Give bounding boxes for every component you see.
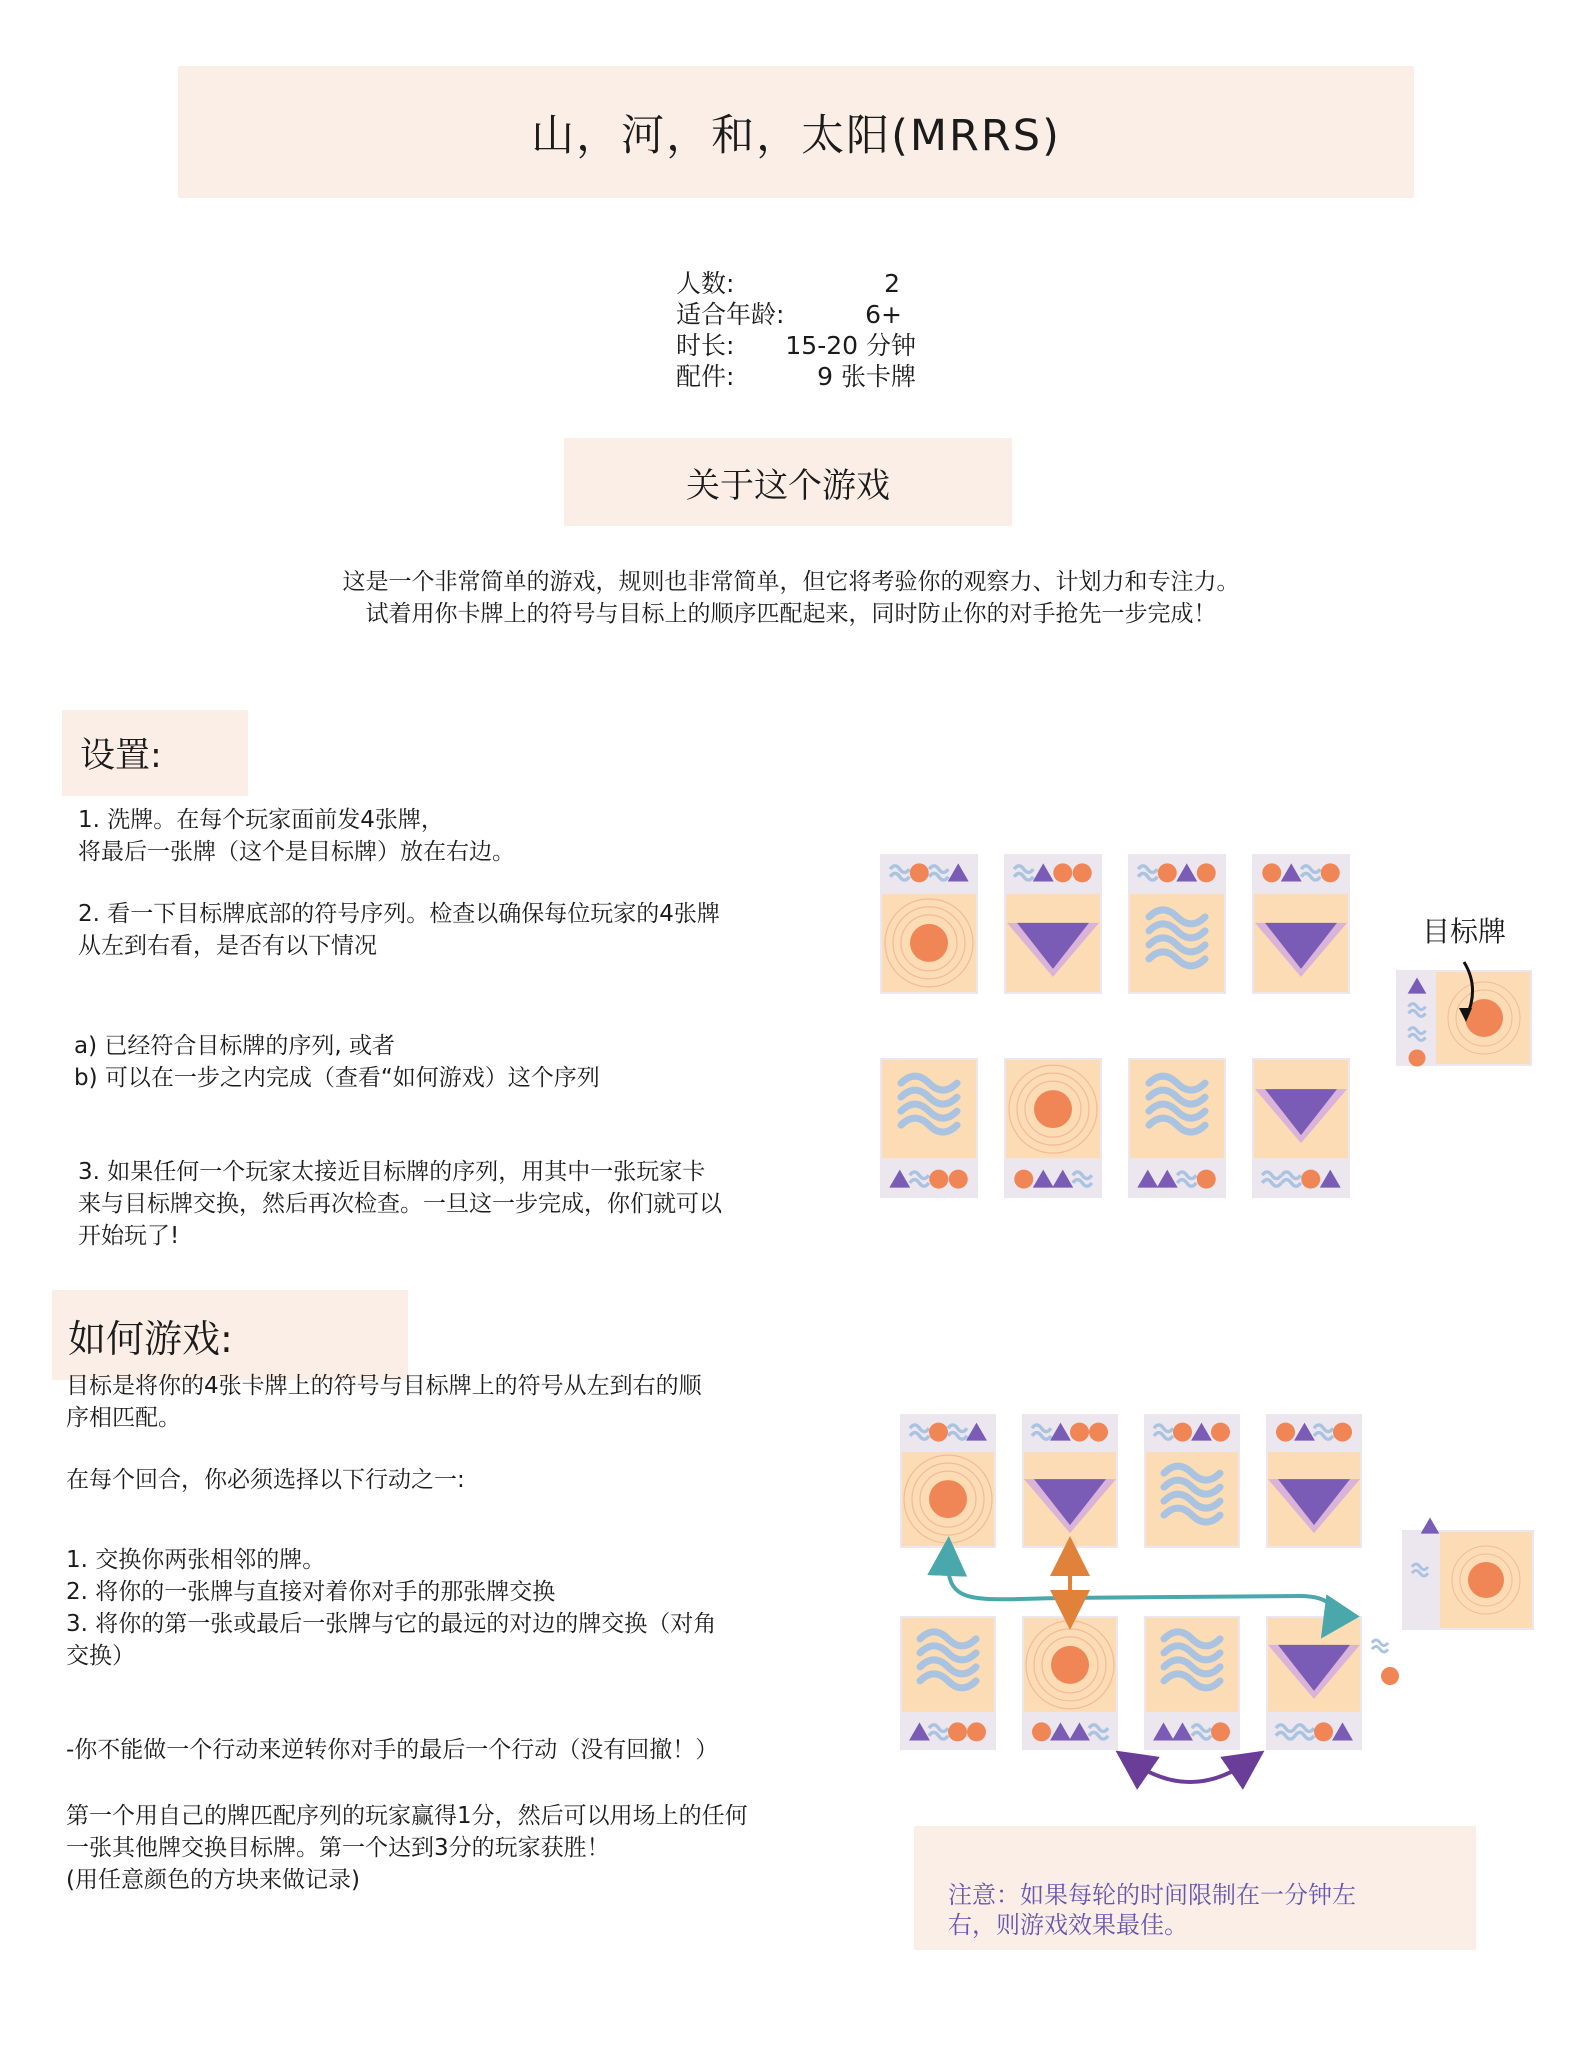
- setup-step-1: [78, 804, 515, 868]
- sun-symbol-icon: [1321, 863, 1340, 882]
- play-win: [66, 1800, 748, 1896]
- game-card: [1022, 1616, 1118, 1750]
- about-text: [150, 566, 1432, 630]
- info-value: 6+: [865, 300, 902, 329]
- sun-symbol-icon: [1211, 1722, 1230, 1741]
- sun-symbol-icon: [929, 1423, 948, 1442]
- setup-heading: 设置:: [80, 736, 162, 776]
- adjacent-swap-arrow: [1132, 1762, 1248, 1782]
- sun-symbol-icon: [1301, 1170, 1320, 1189]
- play-goal: [66, 1370, 702, 1434]
- text-line: 一张其他牌交换目标牌。第一个达到3分的玩家获胜！: [66, 1835, 610, 1861]
- game-card: [880, 854, 978, 994]
- play-turn-intro: 在每个回合，你必须选择以下行动之一:: [66, 1467, 465, 1493]
- river-symbol-icon: [1372, 1640, 1388, 1652]
- about-line: 这是一个非常简单的游戏，规则也非常简单，但它将考验你的观察力、计划力和专注力。: [342, 569, 1240, 595]
- info-label: 适合年龄:: [676, 300, 785, 329]
- game-card: [1252, 1058, 1350, 1198]
- how-to-play-heading-box: [52, 1290, 408, 1380]
- target-card-label: 目标牌: [1422, 915, 1507, 948]
- text-line: 3. 将你的第一张或最后一张牌与它的最远的对边的牌交换（对角: [66, 1611, 717, 1637]
- sun-main-icon: [929, 1480, 967, 1518]
- sun-symbol-icon: [1381, 1667, 1399, 1685]
- game-card: [1266, 1414, 1362, 1548]
- text-line: 开始玩了!: [78, 1223, 180, 1249]
- about-heading-box: [564, 438, 1012, 526]
- game-card: [1004, 854, 1102, 994]
- text-line: (用任意颜色的方块来做记录): [66, 1867, 360, 1893]
- play-card-figure: [900, 1410, 1540, 1810]
- sun-symbol-icon: [910, 863, 929, 882]
- text-line: 从左到右看，是否有以下情况: [78, 933, 377, 959]
- sun-main-icon: [910, 924, 948, 962]
- sun-symbol-icon: [1070, 1423, 1089, 1442]
- text-line: b) 可以在一步之内完成（查看“如何游戏）这个序列: [74, 1065, 600, 1091]
- game-card: [900, 1616, 996, 1750]
- sun-main-icon: [1468, 1562, 1504, 1598]
- about-line: 试着用你卡牌上的符号与目标上的顺序匹配起来，同时防止你的对手抢先一步完成！: [365, 601, 1217, 627]
- note-line: 右，则游戏效果最佳。: [948, 1911, 1188, 1939]
- text-line: 1. 交换你两张相邻的牌。: [66, 1547, 326, 1573]
- play-rule: -你不能做一个行动来逆转你对手的最后一个行动（没有回撤！）: [66, 1737, 719, 1763]
- sun-symbol-icon: [1089, 1423, 1108, 1442]
- game-card: [1266, 1616, 1362, 1750]
- sun-symbol-icon: [1314, 1722, 1333, 1741]
- game-info: [676, 268, 916, 392]
- how-to-play-heading: 如何游戏:: [68, 1316, 233, 1361]
- page-title: 山，河，和，太阳(MRRS): [531, 110, 1061, 161]
- game-card: [1252, 854, 1350, 994]
- info-value: 2: [884, 269, 900, 298]
- sun-symbol-icon: [949, 1170, 968, 1189]
- sun-symbol-icon: [1158, 863, 1177, 882]
- sun-symbol-icon: [1073, 863, 1092, 882]
- sun-symbol-icon: [1053, 863, 1072, 882]
- diagonal-swap-arrow: [948, 1556, 1335, 1622]
- sun-symbol-icon: [948, 1722, 967, 1741]
- text-line: 交换）: [66, 1643, 135, 1669]
- title-banner: [178, 66, 1414, 198]
- info-duration: [676, 330, 916, 361]
- info-value: 9 张卡牌: [817, 362, 916, 391]
- info-label: 配件:: [676, 362, 735, 391]
- setup-heading-box: [62, 710, 248, 796]
- text-line: a) 已经符合目标牌的序列, 或者: [74, 1033, 396, 1059]
- game-card: [900, 1414, 996, 1548]
- game-card: [1128, 1058, 1226, 1198]
- note-box: [914, 1826, 1476, 1950]
- sun-symbol-icon: [1197, 863, 1216, 882]
- game-card: [1144, 1414, 1240, 1548]
- about-heading: 关于这个游戏: [686, 465, 890, 506]
- text-line: 将最后一张牌（这个是目标牌）放在右边。: [78, 839, 515, 865]
- sun-symbol-icon: [1276, 1423, 1295, 1442]
- text-line: 2. 将你的一张牌与直接对着你对手的那张牌交换: [66, 1579, 556, 1605]
- sun-symbol-icon: [1409, 1050, 1426, 1067]
- text-line: 序相匹配。: [66, 1405, 181, 1431]
- game-card: [1144, 1616, 1240, 1750]
- sun-symbol-icon: [1173, 1423, 1192, 1442]
- game-card: [1128, 854, 1226, 994]
- game-card: [880, 1058, 978, 1198]
- info-value: 15-20 分钟: [785, 331, 916, 360]
- info-players: [676, 268, 916, 299]
- target-pointer-icon: [1450, 958, 1510, 1028]
- sun-symbol-icon: [1032, 1722, 1051, 1741]
- sun-symbol-icon: [1333, 1423, 1352, 1442]
- text-line: 1. 洗牌。在每个玩家面前发4张牌，: [78, 807, 444, 833]
- text-line: 第一个用自己的牌匹配序列的玩家赢得1分，然后可以用场上的任何: [66, 1803, 748, 1829]
- sun-symbol-icon: [967, 1722, 986, 1741]
- info-age: [676, 299, 916, 330]
- sun-symbol-icon: [1197, 1170, 1216, 1189]
- info-label: 人数:: [676, 269, 735, 298]
- setup-step-2: [78, 898, 720, 962]
- info-label: 时长:: [676, 331, 735, 360]
- game-card: [1004, 1058, 1102, 1198]
- note-line: 注意：如果每轮的时间限制在一分钟左: [948, 1881, 1356, 1909]
- info-components: [676, 361, 916, 392]
- sun-main-icon: [1034, 1090, 1072, 1128]
- sun-main-icon: [1051, 1646, 1089, 1684]
- sun-symbol-icon: [1211, 1423, 1230, 1442]
- text-line: 来与目标牌交换，然后再次检查。一旦这一步完成，你们就可以: [78, 1191, 722, 1217]
- setup-options: [74, 1030, 600, 1094]
- sun-symbol-icon: [1262, 863, 1281, 882]
- game-card: [1022, 1414, 1118, 1548]
- target-card: [1372, 1518, 1534, 1686]
- sun-symbol-icon: [1014, 1170, 1033, 1189]
- setup-step-3: [78, 1156, 722, 1252]
- setup-card-figure: [880, 850, 1540, 1230]
- text-line: 3. 如果任何一个玩家太接近目标牌的序列，用其中一张玩家卡: [78, 1159, 706, 1185]
- mountain-symbol-icon: [1421, 1518, 1440, 1534]
- text-line: 目标是将你的4张卡牌上的符号与目标牌上的符号从左到右的顺: [66, 1373, 702, 1399]
- text-line: 2. 看一下目标牌底部的符号序列。检查以确保每位玩家的4张牌: [78, 901, 720, 927]
- sun-symbol-icon: [929, 1170, 948, 1189]
- play-actions: [66, 1544, 716, 1672]
